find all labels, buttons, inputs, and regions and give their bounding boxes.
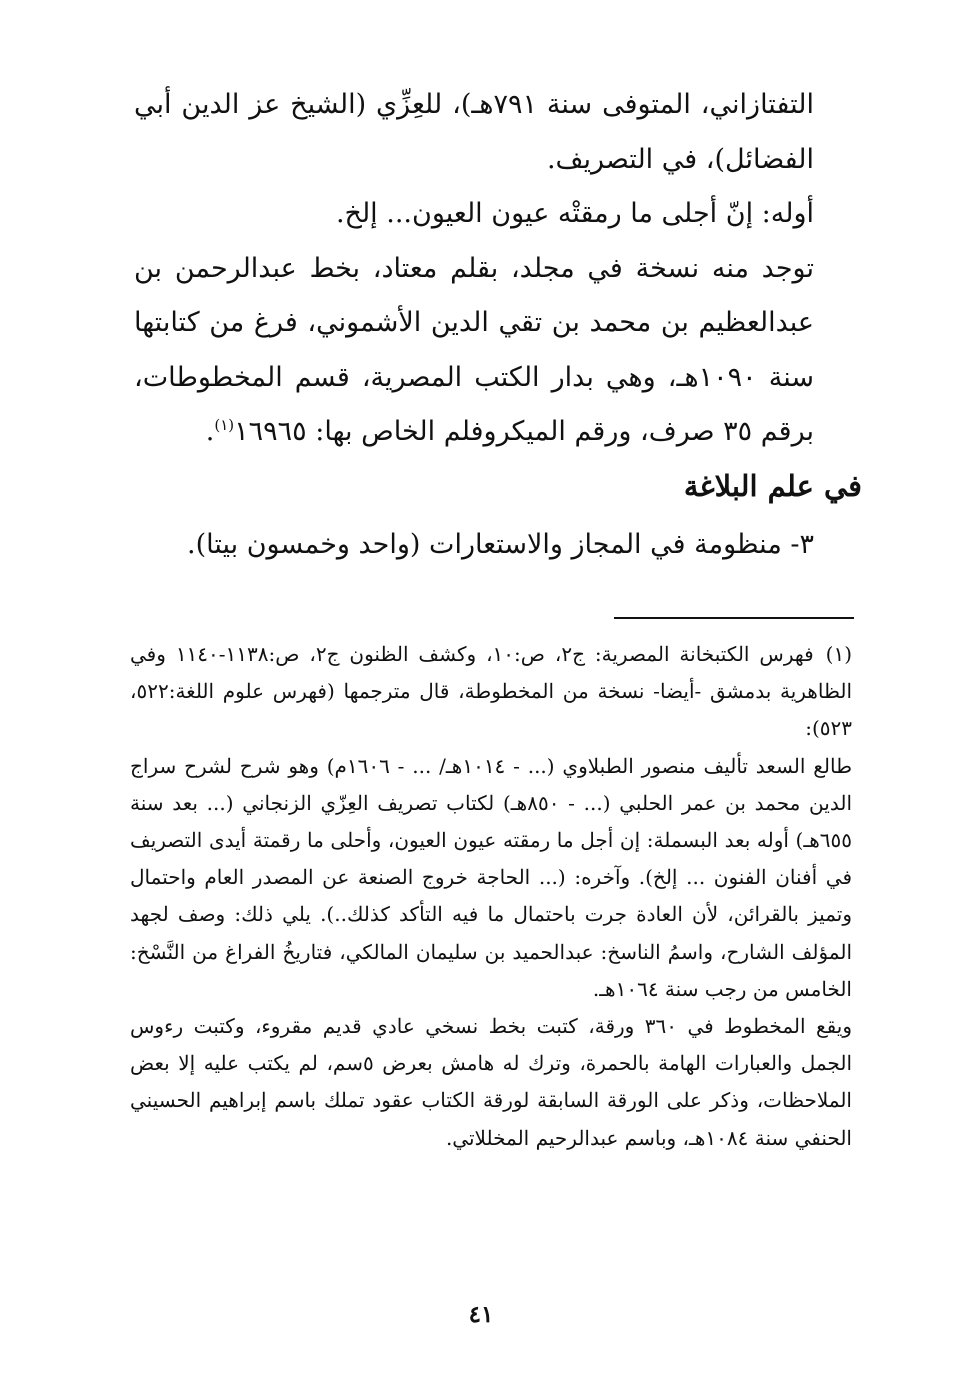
section-heading: في علم البلاغة — [683, 469, 862, 503]
footnote-divider — [614, 617, 854, 619]
footnote-marker: (١) — [825, 642, 853, 666]
main-paragraph-1: التفتازاني، المتوفى سنة ٧٩١هـ)، للعِزِّي (الشيخ عز الدين أبي الفضائل)، في التصريف. — [134, 89, 814, 175]
main-paragraph-3 — [134, 242, 814, 460]
list-item-3: ٣- منظومة في المجاز والاستعارات (واحد وخمسون بيتا). — [186, 529, 814, 560]
footnote-intro — [130, 636, 852, 748]
footnote-body-1: طالع السعد تأليف منصور الطبلاوي (... - ١٠١٤هـ/ ... - ١٦٠٦م) وهو شرح لشرح سراج الدين محمد بن عمر الحلبي (... - ٨٥٠هـ) لكتاب تصريف العِزّي الزنجاني (... بعد سنة ٦٥٥هـ) أوله بعد البسملة: إن أجل ما رمقته عيون العيون، وأحلى ما رقمتة أيدى التصريف في أفنان الفنون ... إلخ). وآخره: (... الحاجة خروج الصنعة عن المصدر العام واحتمال وتميز بالقرائن، لأن العادة جرت باحتمال ما فيه التأكد كذلك..). يلي ذلك: وصف لجهد المؤلف الشارح، واسمُ الناسخ: عبدالحميد بن سليمان المالكي، فتاريخُ الفراغ من النَّسْخ: الخامس من رجب سنة ١٠٦٤هـ. — [130, 753, 853, 1001]
main-paragraph-3-end: . — [205, 416, 215, 447]
footnote-body-2: ويقع المخطوط في ٣٦٠ ورقة، كتبت بخط نسخي عادي قديم مقروء، وكتبت رءوس الجمل والعبارات الهامة بالحمرة، وترك له هامش بعرض ٥سم، لم يكتب عليه إلا بعض الملاحظات، وذكر على الورقة السابقة لورقة الكتاب عقود تملك باسم إبراهيم الحسيني الحنفي سنة ١٠٨٤هـ، وباسم عبدالرحيم المخللاتي. — [130, 1014, 852, 1150]
main-paragraph-3-text: توجد منه نسخة في مجلد، بقلم معتاد، بخط عبدالرحمن بن عبدالعظيم بن محمد بن تقي الدين الأشموني، فرغ من كتابتها سنة ١٠٩٠هـ، وهي بدار الكتب المصرية، قسم المخطوطات، برقم ٣٥ صرف، ورقم الميكروفلم الخاص بها: ١٦٩٦٥ — [134, 252, 814, 447]
footnote-reference: (١) — [214, 416, 235, 434]
main-paragraph-2: أوله: إنّ أجلى ما رمقتْه عيون العيون... إلخ. — [335, 198, 814, 229]
page-number: ٤١ — [468, 1301, 494, 1328]
footnote-intro-text: فهرس الكتبخانة المصرية: ج٢، ص:١٠، وكشف الظنون ج٢، ص:١١٣٨-١١٤٠ وفي الظاهرية بدمشق -أيضا- نسخة من المخطوطة، قال مترجمها (فهرس علوم اللغة:٥٢٢، ٥٢٣): — [130, 642, 852, 741]
footnotes — [130, 636, 852, 1157]
main-text — [134, 78, 814, 460]
